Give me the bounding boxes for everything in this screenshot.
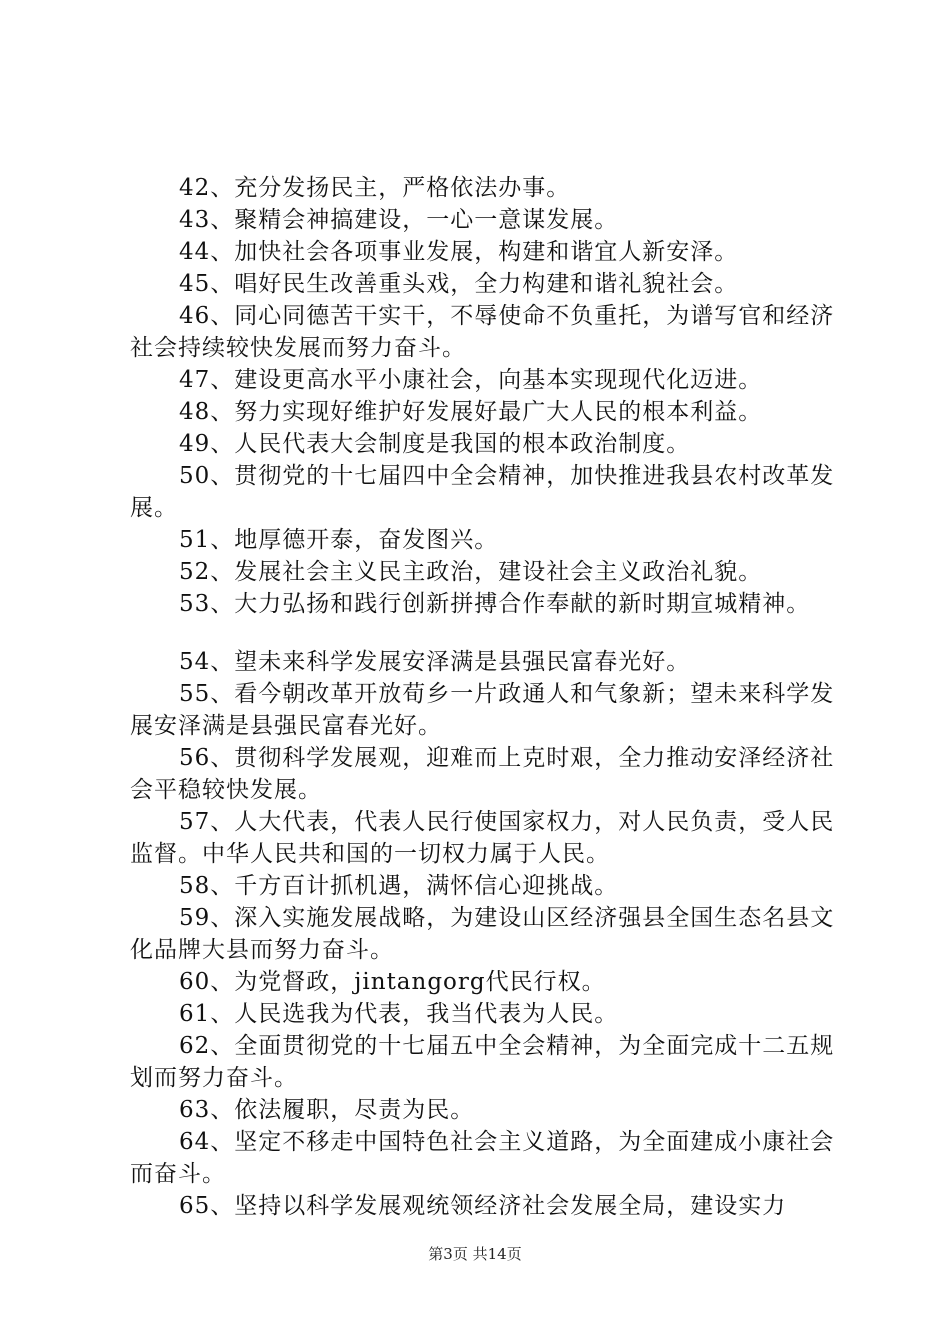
slogan-item: 43、聚精会神搞建设，一心一意谋发展。 xyxy=(179,207,619,233)
slogan-item: 61、人民选我为代表，我当代表为人民。 xyxy=(179,1001,619,1027)
slogan-item: 53、大力弘扬和践行创新拼搏合作奉献的新时期宣城精神。 xyxy=(179,591,811,617)
slogan-item: 62、全面贯彻党的十七届五中全会精神，为全面完成十二五规划而努力奋斗。 xyxy=(130,1033,835,1091)
slogan-item: 63、依法履职，尽责为民。 xyxy=(179,1097,475,1123)
slogan-item: 44、加快社会各项事业发展，构建和谐宜人新安泽。 xyxy=(179,239,739,265)
slogan-item: 50、贯彻党的十七届四中全会精神，加快推进我县农村改革发展。 xyxy=(130,463,835,521)
page-number-footer: 第3页 共14页 xyxy=(428,1245,522,1263)
paragraph-gap xyxy=(130,620,835,646)
slogan-item: 42、充分发扬民主，严格依法办事。 xyxy=(179,175,571,201)
slogan-list-second xyxy=(130,646,835,1222)
slogan-item: 46、同心同德苦干实干，不辱使命不负重托，为谱写官和经济社会持续较快发展而努力奋斗。 xyxy=(130,303,835,361)
slogan-item: 54、望未来科学发展安泽满是县强民富春光好。 xyxy=(179,649,691,675)
slogan-item: 56、贯彻科学发展观，迎难而上克时艰，全力推动安泽经济社会平稳较快发展。 xyxy=(130,745,835,803)
document-body xyxy=(130,172,835,1222)
slogan-item: 45、唱好民生改善重头戏，全力构建和谐礼貌社会。 xyxy=(179,271,739,297)
slogan-item: 60、为党督政，jintangorg代民行权。 xyxy=(179,969,606,995)
slogan-item: 51、地厚德开泰，奋发图兴。 xyxy=(179,527,499,553)
slogan-item: 48、努力实现好维护好发展好最广大人民的根本利益。 xyxy=(179,399,763,425)
slogan-item: 59、深入实施发展战略，为建设山区经济强县全国生态名县文化品牌大县而努力奋斗。 xyxy=(130,905,835,963)
slogan-list-first xyxy=(130,172,835,620)
slogan-item: 58、千方百计抓机遇，满怀信心迎挑战。 xyxy=(179,873,619,899)
slogan-item: 49、人民代表大会制度是我国的根本政治制度。 xyxy=(179,431,691,457)
slogan-item: 64、坚定不移走中国特色社会主义道路，为全面建成小康社会而奋斗。 xyxy=(130,1129,835,1187)
slogan-item: 55、看今朝改革开放荀乡一片政通人和气象新；望未来科学发展安泽满是县强民富春光好。 xyxy=(130,681,835,739)
slogan-item: 52、发展社会主义民主政治，建设社会主义政治礼貌。 xyxy=(179,559,763,585)
slogan-item: 65、坚持以科学发展观统领经济社会发展全局，建设实力 xyxy=(179,1193,787,1219)
slogan-item: 57、人大代表，代表人民行使国家权力，对人民负责，受人民监督。中华人民共和国的一切权力属于人民。 xyxy=(130,809,835,867)
slogan-item: 47、建设更高水平小康社会，向基本实现现代化迈进。 xyxy=(179,367,763,393)
